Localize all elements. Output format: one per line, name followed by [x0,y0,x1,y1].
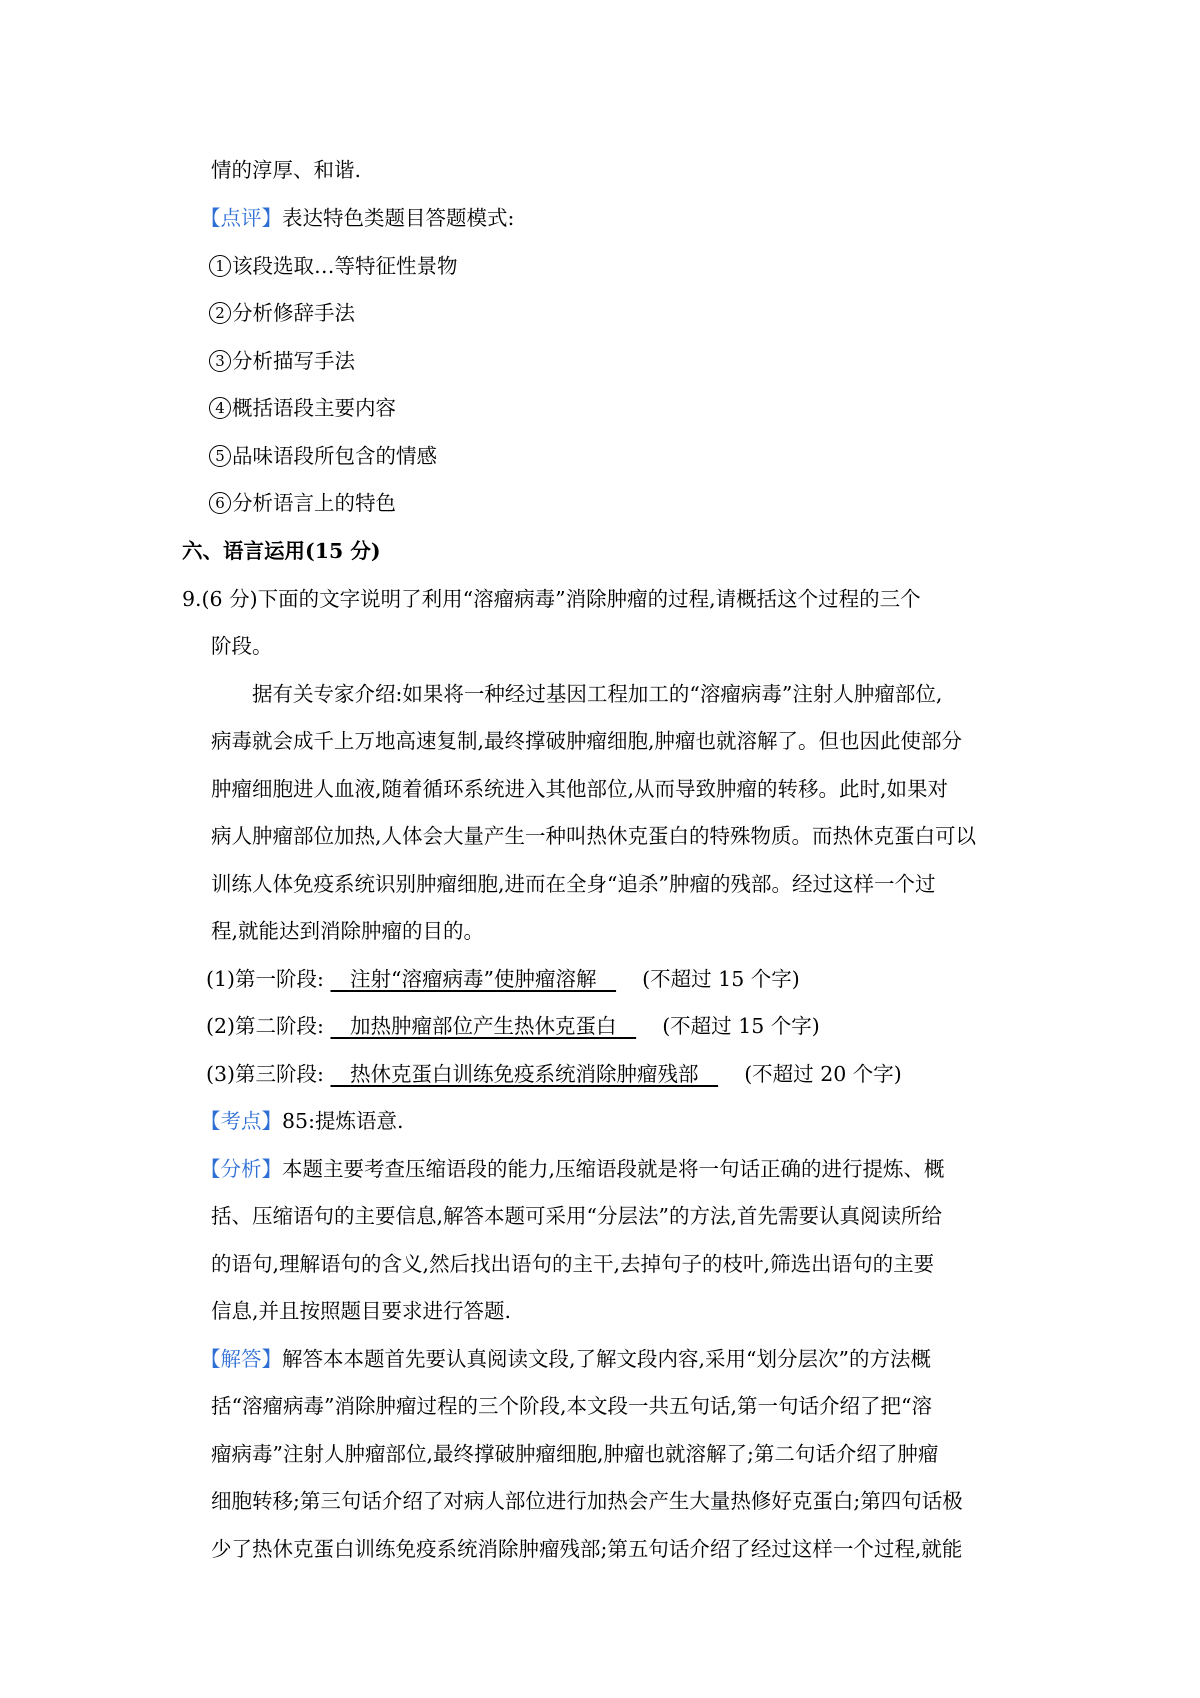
list-item [209,298,355,328]
jieda-line: 少了热休克蛋白训练免疫系统消除肿瘤残部;第五句话介绍了经过这样一个过程,就能 [211,1537,963,1561]
jieda-line [200,1344,931,1374]
kaodian-text: 85:提炼语意. [282,1109,404,1133]
question-line: 9.(6 分)下面的文字说明了利用“溶瘤病毒”消除肿瘤的过程,请概括这个过程的三个 [182,587,921,611]
question-line: 阶段。 [211,634,273,658]
passage-line: 训练人体免疫系统识别肿瘤细胞,进而在全身“追杀”肿瘤的残部。经过这样一个过 [211,872,936,896]
fenxi-line [200,1154,945,1184]
list-item-text: 分析修辞手法 [232,301,355,325]
list-item [209,251,458,281]
answer-limit: (不超过 20 个字) [744,1062,902,1086]
answer-label: (2)第二阶段: [206,1014,324,1038]
circled-number: 2 [209,302,231,324]
fenxi-line: 括、压缩语句的主要信息,解答本题可采用“分层法”的方法,首先需要认真阅读所给 [211,1204,942,1228]
list-item-text: 分析语言上的特色 [232,491,396,515]
passage-line: 病毒就会成千上万地高速复制,最终撑破肿瘤细胞,肿瘤也就溶解了。但也因此使部分 [211,729,963,753]
jieda-line: 细胞转移;第三句话介绍了对病人部位进行加热会产生大量热修好克蛋白;第四句话极 [211,1489,963,1513]
answer-label: (3)第三阶段: [206,1062,324,1086]
circled-number: 4 [209,397,231,419]
list-item [209,488,396,518]
section-heading: 六、语言运用(15 分) [182,539,381,563]
fenxi-line: 信息,并且按照题目要求进行答题. [211,1299,512,1323]
passage-line: 肿瘤细胞进人血液,随着循环系统进入其他部位,从而导致肿瘤的转移。此时,如果对 [211,777,949,801]
answer-limit: (不超过 15 个字) [642,967,800,991]
answer-label: (1)第一阶段: [206,967,324,991]
kaodian-tag: 【考点】 [200,1109,282,1133]
comment-text: 表达特色类题目答题模式: [282,206,515,230]
answer-blank [330,967,616,991]
list-item-text: 概括语段主要内容 [232,396,396,420]
answer-blank [330,1014,636,1038]
passage-line: 据有关专家介绍:如果将一种经过基因工程加工的“溶瘤病毒”注射人肿瘤部位, [252,682,943,706]
kaodian-line [200,1106,404,1136]
fenxi-text: 本题主要考查压缩语段的能力,压缩语段就是将一句话正确的进行提炼、概 [282,1157,945,1181]
jieda-line: 瘤病毒”注射人肿瘤部位,最终撑破肿瘤细胞,肿瘤也就溶解了;第二句话介绍了肿瘤 [211,1442,939,1466]
circled-number: 5 [209,445,231,467]
answer-text: 加热肿瘤部位产生热休克蛋白 [350,1014,617,1038]
list-item-text: 分析描写手法 [232,349,355,373]
answer-text: 热休克蛋白训练免疫系统消除肿瘤残部 [350,1062,699,1086]
answer-line [206,964,800,994]
list-item [209,393,396,423]
passage-line: 程,就能达到消除肿瘤的目的。 [211,919,485,943]
answer-line [206,1059,902,1089]
jieda-tag: 【解答】 [200,1347,282,1371]
circled-number: 6 [209,492,231,514]
jieda-text: 解答本本题首先要认真阅读文段,了解文段内容,采用“划分层次”的方法概 [282,1347,931,1371]
list-item [209,441,437,471]
passage-line: 病人肿瘤部位加热,人体会大量产生一种叫热休克蛋白的特殊物质。而热休克蛋白可以 [211,824,977,848]
comment-tag: 【点评】 [200,206,282,230]
jieda-line: 括“溶瘤病毒”消除肿瘤过程的三个阶段,本文段一共五句话,第一句话介绍了把“溶 [211,1394,932,1418]
answer-blank [330,1062,718,1086]
circled-number: 3 [209,350,231,372]
comment-line [200,203,514,233]
intro-tail-line: 情的淳厚、和谐. [211,158,362,182]
answer-line [206,1011,820,1041]
answer-limit: (不超过 15 个字) [662,1014,820,1038]
circled-number: 1 [209,255,231,277]
list-item [209,346,355,376]
fenxi-line: 的语句,理解语句的含义,然后找出语句的主干,去掉句子的枝叶,筛选出语句的主要 [211,1252,935,1276]
fenxi-tag: 【分析】 [200,1157,282,1181]
list-item-text: 品味语段所包含的情感 [232,444,437,468]
answer-text: 注射“溶瘤病毒”使肿瘤溶解 [350,967,597,991]
list-item-text: 该段选取…等特征性景物 [232,254,458,278]
